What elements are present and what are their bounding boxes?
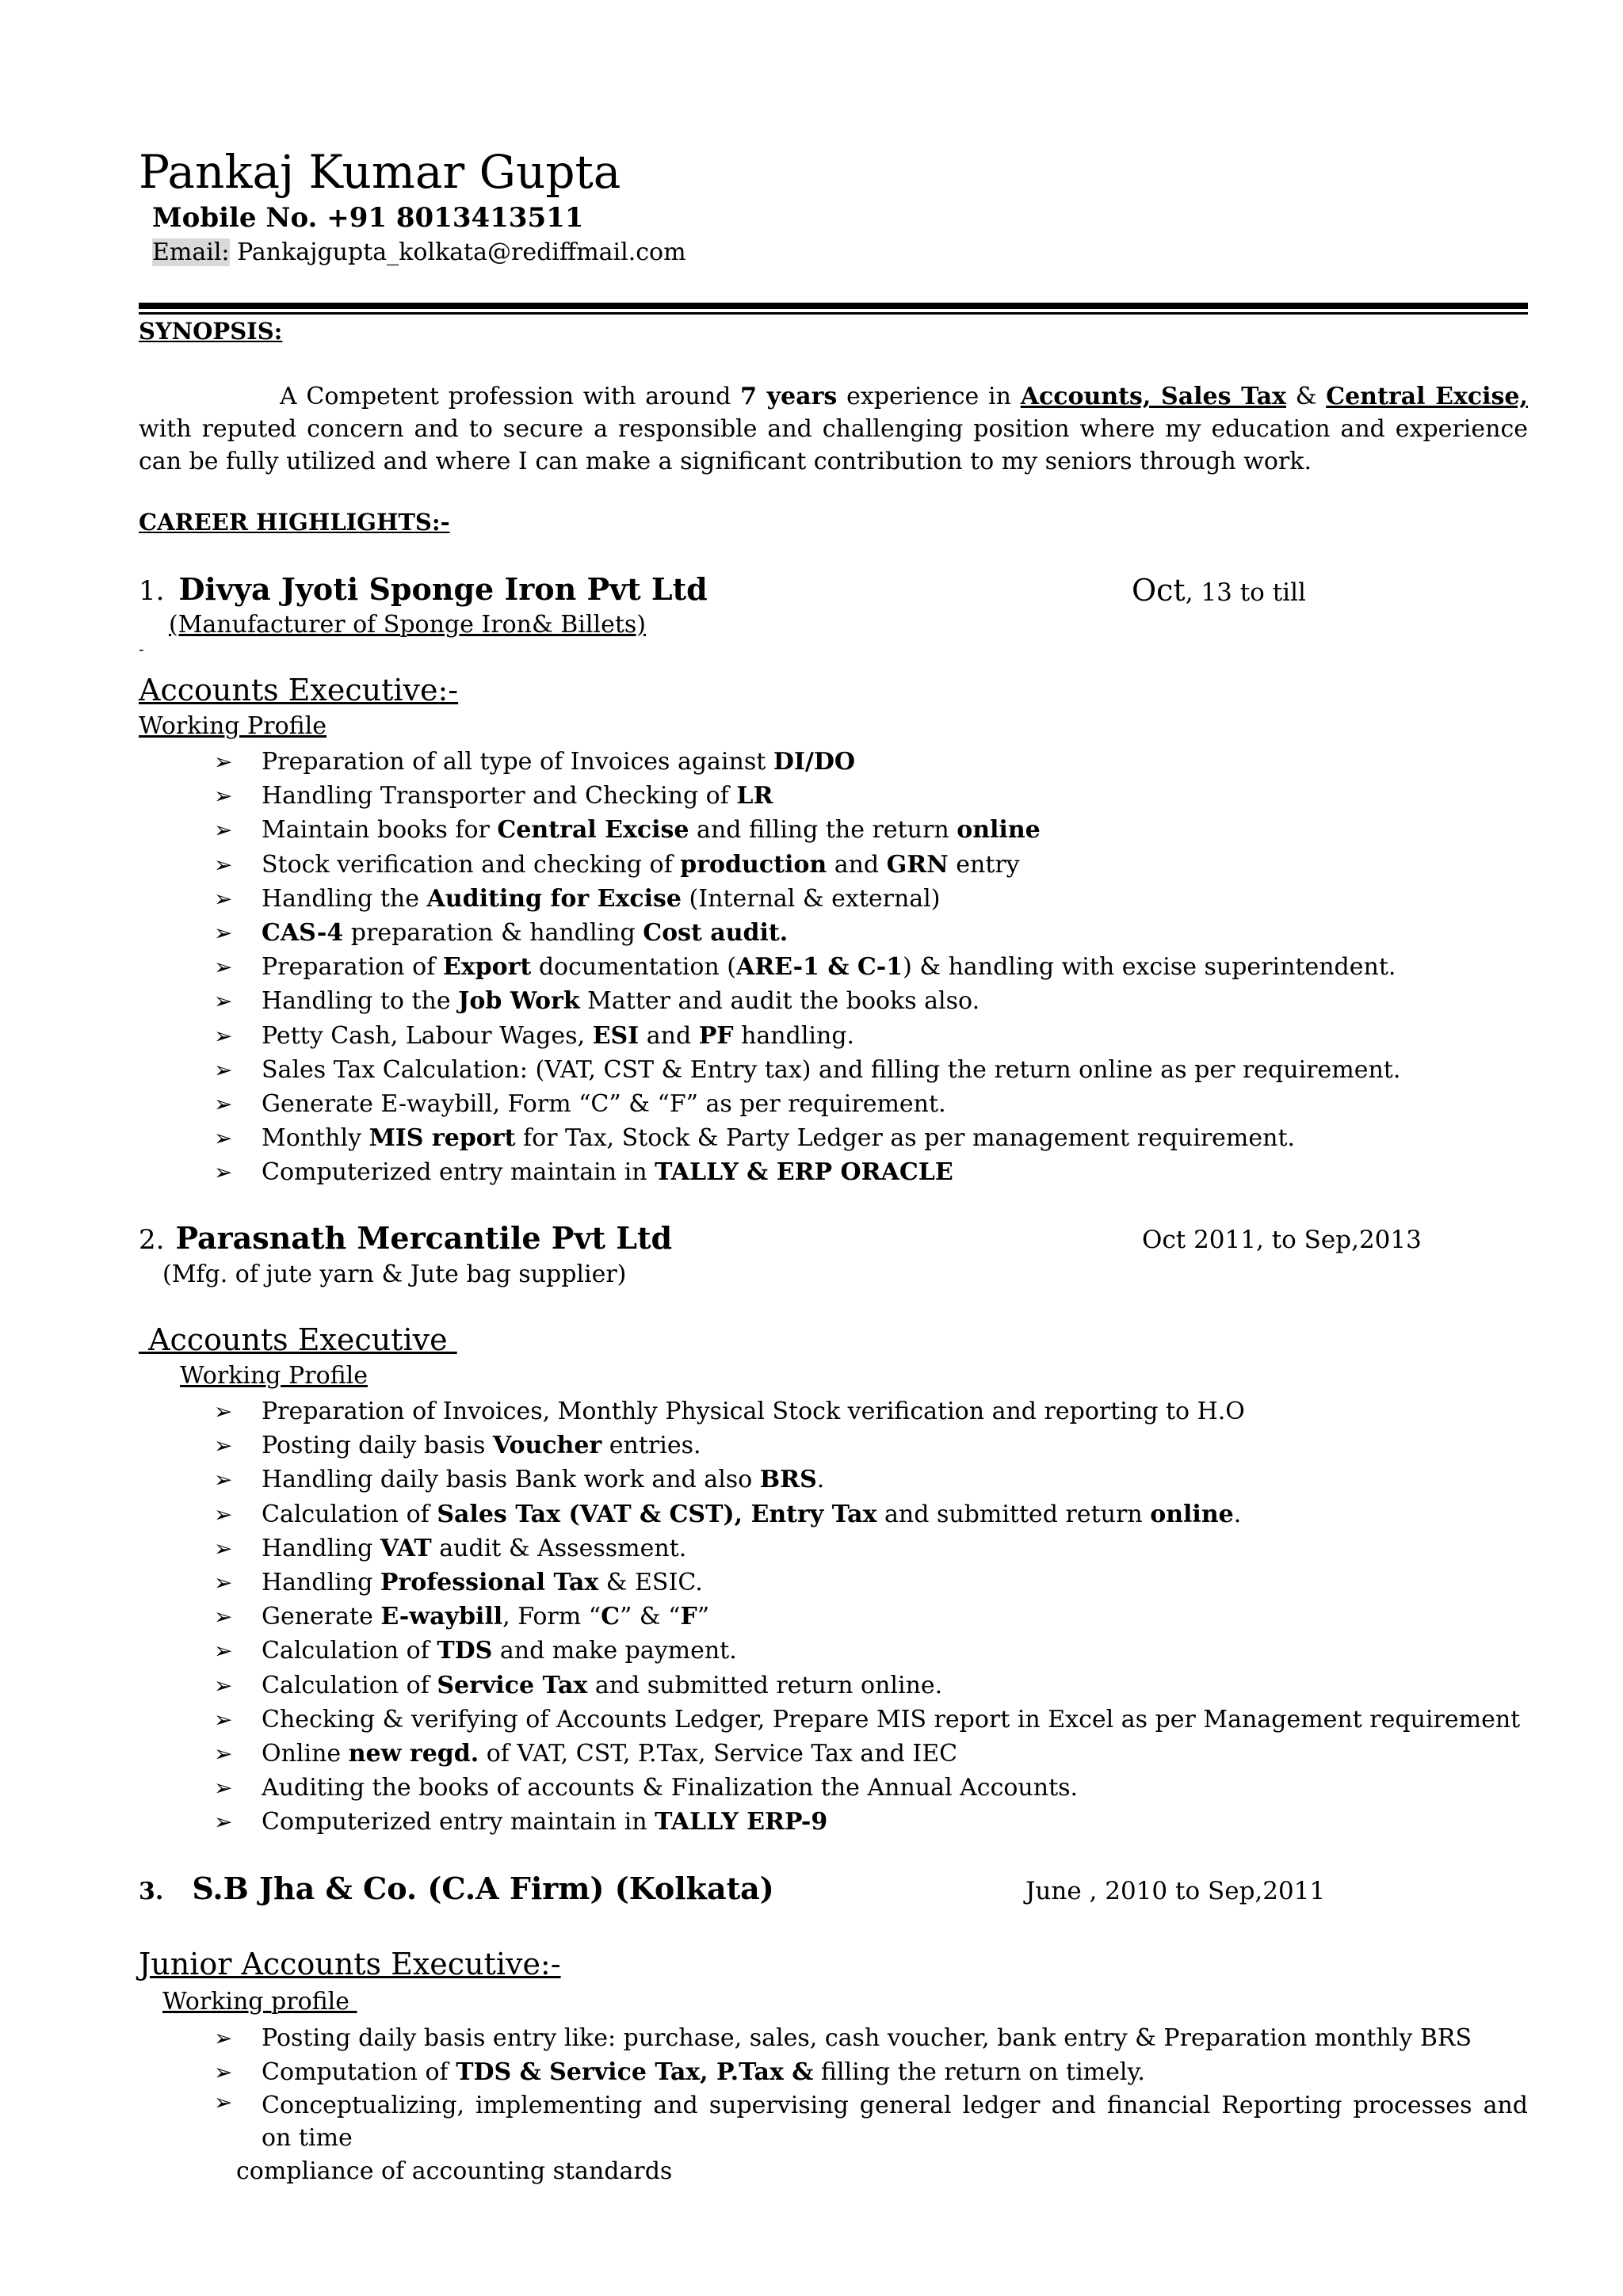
arrow-bullet-icon: ➢ [214,1056,233,1083]
job2-date: Oct 2011, to Sep,2013 [1142,1226,1422,1254]
job3-bullet-3-continuation: compliance of accounting standards [236,2157,673,2185]
synopsis-paragraph: A Competent profession with around 7 years experience in Accounts, Sales Tax & Central Excise, with reputed concern and to secure a responsible and challenging position where my education and experience can be fully utilized and where I can make a significant contribution to my seniors through work. [139,383,1528,475]
list-item: ➢ Handling Transporter and Checking of LR [262,779,1400,813]
arrow-bullet-icon: ➢ [214,1432,233,1459]
job1-title [139,572,708,607]
arrow-bullet-icon: ➢ [214,1022,233,1049]
list-item: ➢ Posting daily basis Voucher entries. [262,1428,1520,1463]
email-label: Email: [152,238,230,266]
arrow-bullet-icon: ➢ [214,1125,233,1152]
list-item: ➢ Generate E-waybill, Form “C” & “F” as per requirement. [262,1087,1400,1121]
email-line [152,239,686,267]
list-item: ➢ Preparation of all type of Invoices against DI/DO [262,745,1400,779]
job2-description: (Mfg. of jute yarn & Jute bag supplier) [162,1261,627,1288]
arrow-bullet-icon: ➢ [214,1604,233,1630]
arrow-bullet-icon: ➢ [214,1535,233,1562]
arrow-bullet-icon: ➢ [214,954,233,981]
mobile-number: Mobile No. +91 8013413511 [152,202,584,234]
list-item: ➢ Computerized entry maintain in TALLY ERP-9 [262,1805,1520,1839]
job3-date: June , 2010 to Sep,2011 [1025,1877,1326,1905]
job3-role: Junior Accounts Executive:- [139,1947,561,1981]
list-item: ➢ Preparation of Invoices, Monthly Physical Stock verification and reporting to H.O [262,1394,1520,1428]
arrow-bullet-icon: ➢ [214,920,233,947]
candidate-name: Pankaj Kumar Gupta [139,145,621,199]
arrow-bullet-icon: ➢ [214,1672,233,1699]
list-item: ➢ Online new regd. of VAT, CST, P.Tax, Service Tax and IEC [262,1737,1520,1771]
list-item: ➢ Checking & verifying of Accounts Ledger, Prepare MIS report in Excel as per Management requirement [262,1703,1520,1737]
job3-number: 3. [139,1878,164,1905]
job2-title [139,1221,672,1256]
arrow-bullet-icon: ➢ [214,1741,233,1768]
arrow-bullet-icon: ➢ [214,1091,233,1118]
arrow-bullet-icon: ➢ [214,1809,233,1836]
list-item: ➢ Calculation of TDS and make payment. [262,1634,1520,1668]
job3-bullet-3-icon-wrap [214,2089,232,2117]
email-address[interactable]: Pankajgupta_kolkata@rediffmail.com [229,238,686,266]
list-item: ➢ Computerized entry maintain in TALLY & ERP ORACLE [262,1155,1400,1189]
list-item: ➢ Sales Tax Calculation: (VAT, CST & Entry tax) and filling the return online as per requirement. [262,1053,1400,1087]
arrow-bullet-icon: ➢ [214,783,233,810]
arrow-bullet-icon: ➢ [214,2059,233,2086]
list-item: ➢ Posting daily basis entry like: purchase, sales, cash voucher, bank entry & Preparation monthly BRS [262,2021,1472,2055]
career-highlights-heading: CAREER HIGHLIGHTS:- [139,509,450,536]
list-item: ➢ Handling VAT audit & Assessment. [262,1531,1520,1566]
arrow-bullet-icon: ➢ [214,2025,233,2051]
job1-bullet-list [214,745,1401,1190]
job2-number: 2. [139,1224,165,1256]
arrow-bullet-icon: ➢ [214,817,233,844]
job2-working-profile: Working Profile [180,1362,368,1390]
header-rule-thick [139,303,1528,309]
list-item: ➢ CAS-4 preparation & handling Cost audit. [262,916,1400,950]
job2-company: Parasnath Mercantile Pvt Ltd [175,1220,673,1256]
list-item: ➢ Calculation of Sales Tax (VAT & CST), Entry Tax and submitted return online. [262,1497,1520,1531]
list-item: ➢ Preparation of Export documentation (ARE-1 & C-1) & handling with excise superintendent. [262,950,1400,984]
arrow-bullet-icon: ➢ [214,885,233,912]
job1-working-profile: Working Profile [139,712,327,740]
list-item: ➢ Handling to the Job Work Matter and audit the books also. [262,984,1400,1018]
arrow-bullet-icon: ➢ [214,988,233,1015]
arrow-bullet-icon: ➢ [214,1466,233,1493]
job3-working-profile: Working profile [162,1988,357,2016]
job3-bullet-3-text: Conceptualizing, implementing and supervising general ledger and financial Reporting processes and on time [262,2092,1528,2152]
list-item: ➢ Petty Cash, Labour Wages, ESI and PF handling. [262,1019,1400,1053]
job3-bullet-list [214,2021,1472,2089]
job1-description: (Manufacturer of Sponge Iron& Billets) [169,611,646,639]
list-item: ➢ Stock verification and checking of production and GRN entry [262,848,1400,882]
job2-bullet-list [214,1394,1521,1840]
arrow-bullet-icon: ➢ [214,1159,233,1186]
arrow-bullet-icon: ➢ [214,851,233,878]
list-item: ➢ Computation of TDS & Service Tax, P.Tax & filling the return on timely. [262,2055,1472,2089]
job1-company: Divya Jyoti Sponge Iron Pvt Ltd [178,571,708,607]
job1-dash: - [139,639,144,658]
list-item: ➢ Handling Professional Tax & ESIC. [262,1566,1520,1600]
job1-date: Oct, 13 to till [1132,573,1306,608]
arrow-bullet-icon: ➢ [214,1706,233,1733]
list-item: ➢ Monthly MIS report for Tax, Stock & Party Ledger as per management requirement. [262,1121,1400,1155]
job3-company: S.B Jha & Co. (C.A Firm) (Kolkata) [192,1871,774,1906]
job1-role: Accounts Executive:- [139,673,459,707]
list-item: ➢ Auditing the books of accounts & Finalization the Annual Accounts. [262,1771,1520,1805]
arrow-bullet-icon: ➢ [214,1638,233,1665]
arrow-bullet-icon: ➢ [214,1775,233,1802]
list-item: ➢ Generate E-waybill, Form “C” & “F” [262,1600,1520,1634]
arrow-bullet-icon: ➢ [214,749,233,775]
job3-title [139,1871,774,1906]
list-item: ➢ Handling the Auditing for Excise (Internal & external) [262,882,1400,916]
arrow-bullet-icon: ➢ [214,1398,233,1425]
header-rule-thin [139,312,1528,315]
arrow-bullet-icon: ➢ [214,1569,233,1596]
list-item: ➢ Handling daily basis Bank work and also BRS. [262,1463,1520,1497]
list-item: ➢ Calculation of Service Tax and submitted return online. [262,1669,1520,1703]
job1-number: 1. [139,575,165,607]
arrow-bullet-icon: ➢ [214,2089,233,2115]
synopsis-heading: SYNOPSIS: [139,318,283,345]
list-item: ➢ Maintain books for Central Excise and filling the return online [262,813,1400,847]
arrow-bullet-icon: ➢ [214,1501,233,1527]
job2-role: Accounts Executive [139,1322,457,1357]
